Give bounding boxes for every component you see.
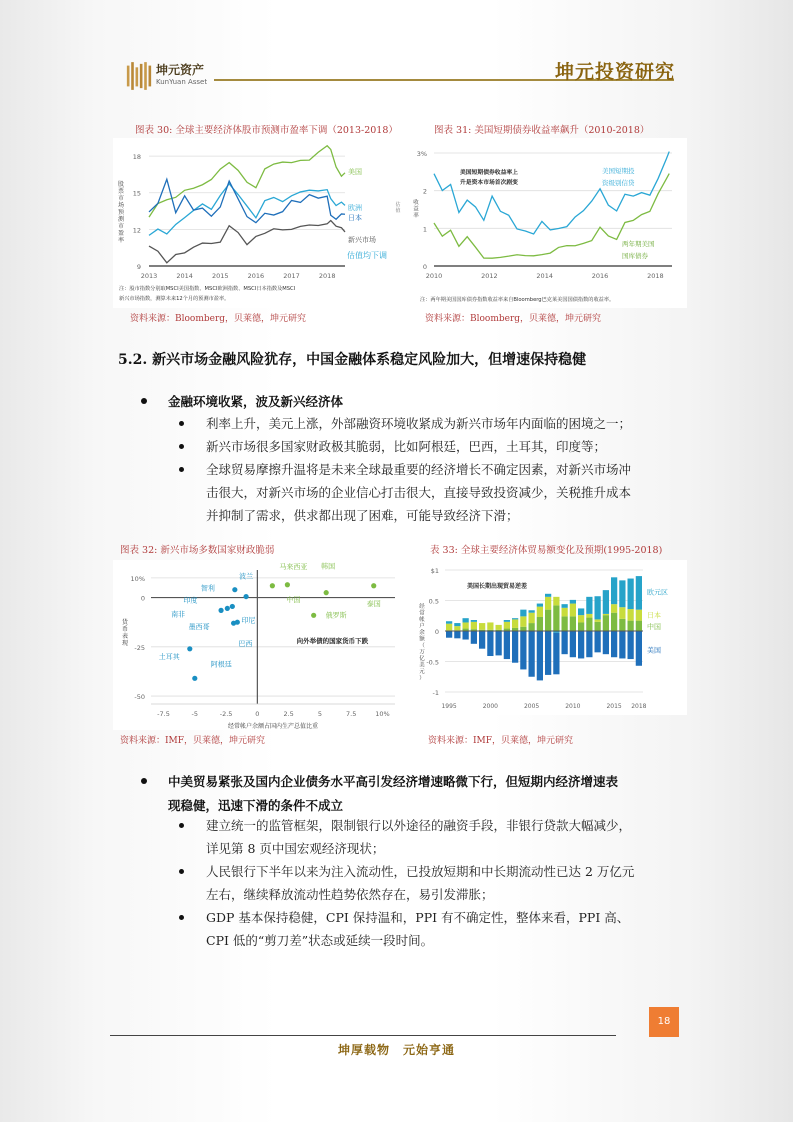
- legend-label: 欧洲: [348, 204, 362, 212]
- bar-美国-2006: [537, 631, 543, 680]
- right-label: 估值: [395, 202, 401, 214]
- bar-日本-1995: [446, 624, 452, 631]
- series-line-日本: [149, 179, 345, 222]
- y-tick-label: 10%: [130, 574, 145, 583]
- bar-中国-2008: [553, 605, 559, 631]
- bar-欧元区-1997: [463, 618, 469, 622]
- bullet-2-title-line-1: 中美贸易紧张及国内企业债务水平高引发经济增速略微下行，但短期内经济增速表: [168, 774, 619, 789]
- x-tick-label: 10%: [375, 710, 390, 718]
- bar-美国-2004: [520, 631, 526, 669]
- footer-rule: [110, 1035, 616, 1036]
- fig30-source: 资料来源：Bloomberg，贝莱德，坤元研究: [130, 314, 307, 324]
- bar-中国-2018: [636, 621, 642, 631]
- bar-中国-2005: [529, 623, 535, 631]
- scatter-point-印度: [225, 606, 230, 611]
- kunyuan-logo: [126, 60, 152, 92]
- bullet-2-item-3-line-1: GDP 基本保持稳健，CPI 保持温和，PPI 有不确定性，整体来看，PPI 高、: [206, 910, 630, 925]
- bar-美国-1998: [471, 631, 477, 644]
- legend-label: 欧元区: [647, 588, 668, 597]
- scatter-point-泰国: [371, 583, 376, 588]
- bar-欧元区-2014: [603, 590, 609, 614]
- bullet-1-title: 金融环境收紧，波及新兴经济体: [168, 394, 344, 409]
- point-label: 印度: [183, 596, 198, 605]
- x-tick-label: 2012: [481, 272, 498, 280]
- sub-bullet-dot: [179, 915, 184, 920]
- bar-美国-2017: [628, 631, 634, 659]
- fig32-title: 图表 32: 新兴市场多数国家财政脆弱: [120, 545, 275, 556]
- bullet-2-item-1-line-2: 详见第 8 页中国宏观经济现状；: [206, 841, 385, 856]
- point-label: 波兰: [239, 572, 254, 581]
- x-tick-label: 2015: [606, 703, 622, 710]
- legend-label: 美国短期投: [602, 167, 635, 175]
- bar-中国-2007: [545, 610, 551, 631]
- point-label: 中国: [286, 595, 301, 604]
- bar-美国-2013: [595, 631, 601, 652]
- x-tick-label: 2015: [211, 272, 229, 280]
- bar-美国-2012: [586, 631, 592, 657]
- x-tick-label: 2005: [523, 703, 540, 710]
- bar-日本-2007: [545, 597, 551, 610]
- fig32-svg: [113, 560, 405, 730]
- bar-欧元区-2002: [504, 620, 510, 622]
- bullet-dot: [141, 398, 147, 404]
- y-tick-label: 1: [422, 225, 427, 234]
- bar-日本-1997: [463, 622, 469, 628]
- bar-中国-2010: [570, 616, 576, 631]
- y-tick-label: -0.5: [426, 658, 439, 667]
- bar-美国-2015: [611, 631, 617, 657]
- y-tick-label: 9: [136, 263, 141, 271]
- bar-欧元区-2015: [611, 577, 617, 604]
- bar-日本-2000: [487, 622, 493, 629]
- scatter-point-南非: [218, 608, 223, 613]
- y-tick-label: 12: [132, 226, 141, 235]
- bar-美国-2014: [603, 631, 609, 654]
- bar-美国-2010: [570, 631, 576, 657]
- y-tick-label: 0: [434, 628, 439, 636]
- fig31-svg: [412, 138, 687, 308]
- bar-日本-2004: [520, 616, 526, 626]
- series-line-新兴市场: [149, 221, 345, 263]
- x-tick-label: 0: [255, 710, 260, 718]
- bullet-1-item-3-line-2: 击很大，对新兴市场的企业信心打击很大，直接导致投资减少，关税推升成本: [206, 485, 632, 500]
- sub-bullet-dot: [179, 869, 184, 874]
- bullet-1-item-3-line-1: 全球贸易摩擦升温将是未来全球最重要的经济增长不确定因素，对新兴市场冲: [206, 462, 632, 477]
- fig31-source: 资料来源：Bloomberg，贝莱德，坤元研究: [425, 314, 602, 324]
- bar-中国-2006: [537, 617, 543, 631]
- bar-美国-2000: [487, 631, 493, 656]
- legend-label: 美国: [647, 646, 661, 655]
- fig33-chart: [415, 560, 687, 715]
- point-label: 智利: [200, 584, 215, 593]
- bar-欧元区-2009: [562, 604, 568, 608]
- bullet-2-item-2-line-2: 左右，继续释放流动性趋势依然存在，易引发滞胀；: [206, 887, 494, 902]
- point-label: 土耳其: [158, 652, 180, 661]
- scatter-point-波兰: [243, 594, 248, 599]
- bar-美国-2001: [496, 631, 502, 655]
- bar-日本-2002: [504, 622, 510, 629]
- bar-美国-2002: [504, 631, 510, 659]
- x-tick-label: -2.5: [219, 710, 233, 718]
- fig33-svg: [415, 560, 687, 715]
- y-tick-label: -25: [134, 643, 145, 652]
- bar-欧元区-2012: [586, 597, 592, 614]
- y-tick-label: 2: [422, 187, 427, 196]
- sub-bullet-dot: [179, 823, 184, 828]
- legend-label: 新兴市场: [348, 236, 376, 244]
- scatter-point-中国: [270, 583, 275, 588]
- x-tick-label: 2018: [647, 272, 664, 280]
- bar-美国-2011: [578, 631, 584, 658]
- bar-中国-2004: [520, 627, 526, 631]
- fig30-chart: [113, 138, 405, 308]
- bar-美国-2003: [512, 631, 518, 663]
- bar-日本-1996: [454, 626, 460, 630]
- y-tick-label: 0: [140, 594, 145, 603]
- bar-日本-1999: [479, 623, 485, 630]
- annotation: 美国短期债券收益率上: [460, 170, 518, 176]
- scatter-point-俄罗斯: [311, 613, 316, 618]
- bar-欧元区-1998: [471, 620, 477, 622]
- bar-美国-1999: [479, 631, 485, 649]
- point-label: 阿根廷: [210, 660, 232, 669]
- bar-中国-2009: [562, 616, 568, 631]
- fig31-note: 注：两年期美国国库债券指数收益率来自Bloomberg巴克莱美国国债指数的收益率。: [420, 297, 615, 303]
- y-axis-label: 股票市场预测市盈率: [117, 181, 125, 244]
- bar-美国-2016: [619, 631, 625, 658]
- y-tick-label: 0.5: [428, 597, 439, 606]
- bar-日本-2006: [537, 607, 543, 617]
- bar-日本-2011: [578, 615, 584, 622]
- x-tick-label: 2.5: [283, 710, 294, 718]
- bar-日本-2014: [603, 614, 609, 615]
- x-tick-label: 2016: [591, 272, 609, 280]
- bar-美国-1997: [463, 631, 469, 640]
- bar-中国-2013: [595, 622, 601, 631]
- y-tick-label: 18: [132, 153, 141, 162]
- x-tick-label: 2000: [482, 703, 499, 710]
- scatter-point-印尼: [230, 604, 235, 609]
- bar-日本-2003: [512, 619, 518, 628]
- bar-日本-1998: [471, 622, 477, 629]
- bar-美国-1995: [446, 631, 452, 638]
- logo-name: 坤元资产: [156, 63, 205, 77]
- annotation: 向外举债的国家货币下跌: [296, 636, 369, 645]
- bar-中国-2015: [611, 613, 617, 631]
- bar-美国-2005: [529, 631, 535, 677]
- bar-美国-2018: [636, 631, 642, 666]
- bullet-1-item-2: 新兴市场很多国家财政极其脆弱，比如阿根廷，巴西，土耳其，印度等；: [206, 439, 607, 454]
- bullet-2-item-1-line-1: 建立统一的监管框架，限制银行以外途径的融资手段，非银行贷款大幅减少，: [206, 818, 632, 833]
- y-tick-label: -50: [134, 693, 145, 702]
- bar-欧元区-2007: [545, 594, 551, 597]
- scatter-point-巴西: [235, 620, 240, 625]
- point-label: 巴西: [238, 640, 253, 649]
- scatter-point-土耳其: [187, 646, 192, 651]
- y-tick-label: $1: [430, 567, 439, 575]
- x-tick-label: 2010: [425, 272, 443, 280]
- bar-欧元区-2017: [628, 579, 634, 610]
- x-tick-label: 7.5: [346, 710, 357, 718]
- legend-label: 两年期美国: [622, 240, 655, 248]
- legend-label: 国库债券: [622, 252, 648, 260]
- fig33-source: 资料来源：IMF，贝莱德，坤元研究: [428, 736, 574, 746]
- bar-日本-2010: [570, 604, 576, 617]
- fig31-title: 图表 31: 美国短期债券收益率飙升（2010-2018）: [434, 125, 650, 136]
- fig31-chart: [412, 138, 687, 308]
- x-axis-label: 经常帐户余额占国内生产总值比重: [227, 723, 319, 730]
- bar-欧元区-2006: [537, 604, 543, 607]
- bar-中国-2014: [603, 615, 609, 631]
- bullet-2-item-3-line-2: CPI 低的“剪刀差”状态或延续一段时间。: [206, 933, 434, 948]
- annotation: 美国长期出现贸易逆差: [467, 583, 528, 590]
- logo-english-name: KunYuan Asset: [156, 78, 208, 86]
- bar-欧元区-2011: [578, 608, 584, 615]
- x-tick-label: 2010: [565, 703, 581, 710]
- point-label: 韩国: [321, 562, 336, 571]
- bar-欧元区-2016: [619, 580, 625, 607]
- y-axis-label: 货币表现: [121, 619, 129, 647]
- scatter-point-韩国: [324, 590, 329, 595]
- point-label: 马来西亚: [279, 562, 308, 571]
- x-tick-label: 2018: [318, 272, 336, 280]
- bar-日本-2016: [619, 607, 625, 619]
- sub-bullet-dot: [179, 467, 184, 472]
- y-tick-label: 3%: [416, 150, 427, 158]
- x-tick-label: 2018: [631, 703, 647, 710]
- bar-欧元区-2003: [512, 618, 518, 619]
- footer-slogan: 坤厚载物 元始亨通: [337, 1043, 455, 1057]
- scatter-point-马来西亚: [285, 582, 290, 587]
- bar-欧元区-1996: [454, 623, 460, 626]
- scatter-point-阿根廷: [192, 676, 197, 681]
- sub-bullet-dot: [179, 444, 184, 449]
- bar-日本-2017: [628, 609, 634, 621]
- bullet-dot: [141, 778, 147, 784]
- legend-label: 日本: [348, 214, 362, 222]
- bar-美国-2009: [562, 631, 568, 654]
- bar-中国-2011: [578, 622, 584, 631]
- bar-欧元区-2018: [636, 576, 642, 610]
- legend-label: 中国: [647, 623, 661, 632]
- x-tick-label: 1995: [441, 703, 457, 710]
- point-label: 泰国: [366, 599, 381, 608]
- bar-日本-2012: [586, 614, 592, 618]
- bar-日本-2009: [562, 608, 568, 617]
- bar-日本-2013: [595, 619, 601, 621]
- page-number: 18: [649, 1007, 679, 1037]
- bar-欧元区-2010: [570, 600, 576, 604]
- fig33-title: 表 33: 全球主要经济体贸易额变化及预期(1995-2018): [430, 545, 663, 556]
- bar-中国-2012: [586, 618, 592, 631]
- point-label: 俄罗斯: [325, 611, 347, 620]
- bar-欧元区-2005: [529, 610, 535, 612]
- point-label: 印尼: [241, 616, 256, 625]
- x-tick-label: 2016: [247, 272, 265, 280]
- y-tick-label: 0: [422, 263, 427, 271]
- point-label: 南非: [171, 610, 186, 619]
- sub-bullet-dot: [179, 421, 184, 426]
- bar-中国-2017: [628, 621, 634, 631]
- y-axis-label: 收益率: [413, 200, 419, 219]
- x-tick-label: 2013: [140, 272, 158, 280]
- bullet-1-item-3-line-3: 并抑制了需求，供求都出现了困难，可能导致经济下滑；: [206, 508, 519, 523]
- bullet-2-title-line-2: 现稳健，迅速下滑的条件不成立: [168, 798, 344, 813]
- y-tick-label: -1: [432, 689, 439, 697]
- x-tick-label: 2014: [176, 272, 193, 280]
- x-tick-label: -7.5: [157, 710, 170, 718]
- scatter-point-智利: [232, 587, 237, 592]
- fig32-source: 资料来源：IMF，贝莱德，坤元研究: [120, 736, 266, 746]
- fig30-note-line2: 新兴市场指数，测算未来12个月的预测市盈率。: [119, 296, 230, 302]
- fig30-svg: [113, 138, 405, 308]
- point-label: 墨西哥: [188, 623, 210, 632]
- bar-美国-2008: [553, 633, 559, 674]
- bar-中国-2016: [619, 619, 625, 631]
- fig30-note-line1: 注：股市指数分别取MSCI美国指数、MSCI欧洲指数、MSCI日本指数及MSCI: [119, 286, 296, 292]
- fig32-chart: [113, 560, 405, 730]
- section-title: 5.2. 新兴市场金融风险犹存，中国金融体系稳定风险加大，但增速保持稳健: [118, 352, 587, 368]
- bar-日本-2001: [496, 625, 502, 630]
- annotation: 估值均下调: [347, 251, 387, 260]
- bar-日本-2015: [611, 604, 617, 613]
- bar-欧元区-2013: [595, 596, 601, 619]
- bar-日本-2018: [636, 610, 642, 621]
- legend-label: 日本: [647, 611, 661, 620]
- legend-label: 资级别信贷: [602, 179, 635, 187]
- x-tick-label: -5: [191, 710, 199, 718]
- bar-日本-2005: [529, 613, 535, 623]
- y-axis-label: 经常帐户余额（万亿美元）: [419, 604, 425, 682]
- bar-欧元区-2004: [520, 610, 526, 617]
- bullet-2-item-2-line-1: 人民银行下半年以来为注入流动性，已投放短期和中长期流动性已达 2 万亿元: [206, 864, 635, 879]
- annotation: 升是资本市场首次剧变: [460, 180, 518, 186]
- fig30-title: 图表 30: 全球主要经济体股市预测市盈率下调（2013-2018）: [135, 125, 398, 136]
- series-line-欧洲: [149, 184, 345, 236]
- series-line-美国短期投资级别信贷: [434, 152, 669, 234]
- bar-美国-2007: [545, 631, 551, 675]
- bar-美国-1996: [454, 631, 460, 638]
- legend-label: 美国: [348, 168, 362, 176]
- bullet-1-item-1: 利率上升，美元上涨，外部融资环境收紧成为新兴市场年内面临的困境之一；: [206, 416, 632, 431]
- header-title: 坤元投资研究: [554, 61, 675, 83]
- x-tick-label: 2017: [283, 272, 300, 280]
- y-tick-label: 15: [132, 189, 141, 198]
- x-tick-label: 5: [317, 710, 322, 718]
- x-tick-label: 2014: [536, 272, 553, 280]
- bar-欧元区-1995: [446, 621, 452, 623]
- bar-日本-2008: [553, 597, 559, 606]
